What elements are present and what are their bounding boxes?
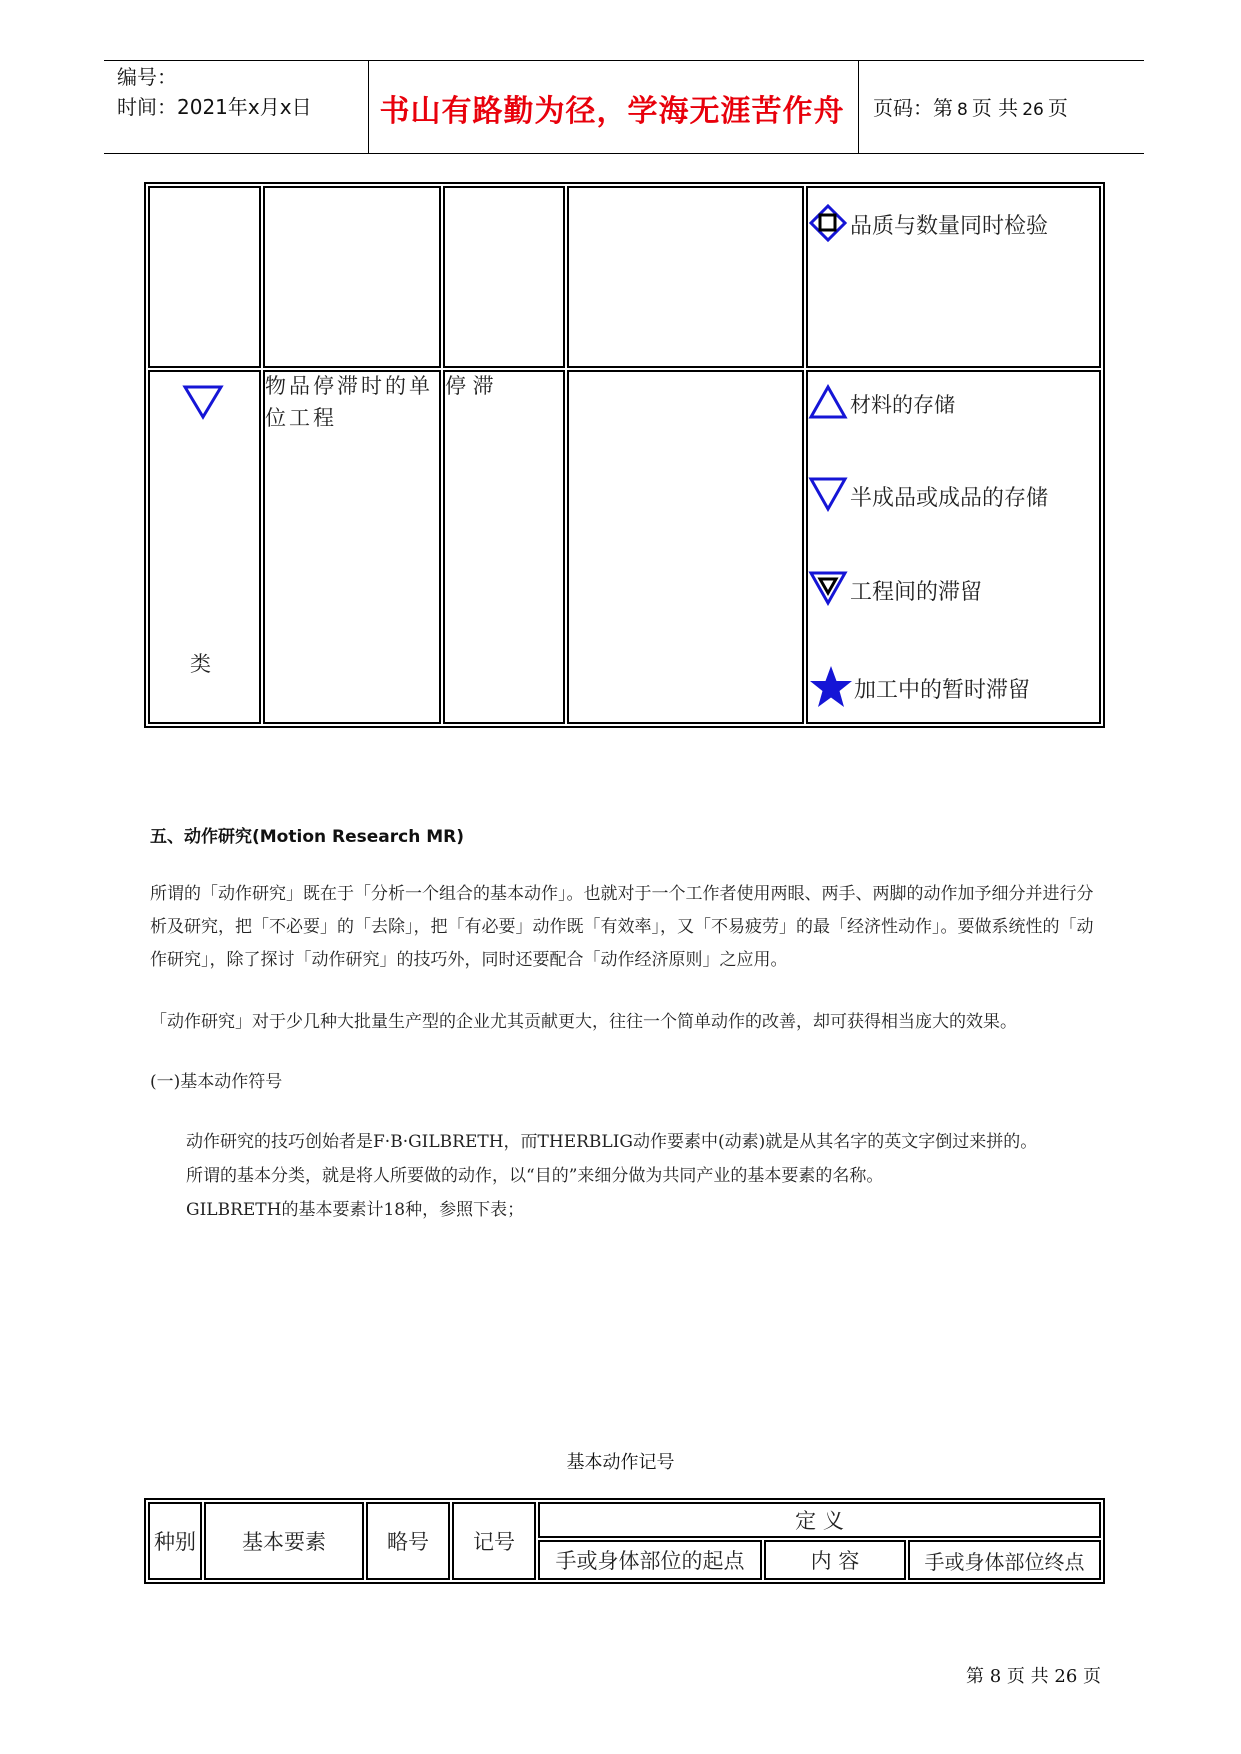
page-suffix: 页 [1047, 96, 1068, 120]
legend-label: 加工中的暂时滞留 [854, 677, 1031, 703]
t2-kind-header: 种别 [154, 1530, 196, 1554]
header-divider-right [858, 60, 859, 153]
star-icon [808, 664, 854, 712]
category-suffix: 类 [190, 652, 211, 676]
triangle-down-nested-icon [808, 570, 850, 610]
header-top-rule [104, 60, 1144, 61]
doc-number-label: 编号： [117, 65, 177, 89]
t1-r2-c4 [567, 370, 804, 724]
legend-material-storage [808, 384, 955, 424]
legend-quality-quantity [808, 204, 1048, 244]
table2-caption: 基本动作记号 [566, 1452, 675, 1473]
stagnation-definition: 物品停滞时的单位工程 [265, 374, 433, 430]
t2-start-header: 手或身体部位的起点 [555, 1549, 745, 1573]
legend-product-storage [808, 476, 1048, 516]
t2-element-header: 基本要素 [242, 1530, 326, 1554]
t2-end-header: 手或身体部位终点 [924, 1549, 1085, 1574]
page-prefix: 页码：第 [873, 96, 953, 120]
stagnation-name: 停 滞 [445, 374, 494, 398]
t1-r1-c4 [567, 186, 804, 368]
t2-definition-header: 定 义 [795, 1509, 844, 1533]
t2-content-header: 内 容 [810, 1549, 860, 1573]
header-page-indicator [873, 92, 1068, 121]
triangle-down-icon [182, 384, 224, 424]
legend-label: 工程间的滞留 [850, 579, 983, 605]
triangle-down-icon [808, 476, 850, 516]
paragraph-gilbreth-2: 所谓的基本分类，就是将人所要做的动作，以“目的”来细分做为共同产业的基本要素的名称。 [186, 1166, 884, 1186]
paragraph-gilbreth-3: GILBRETH的基本要素计18种，参照下表； [186, 1200, 525, 1220]
header-motto: 书山有路勤为径，学海无涯苦作舟 [379, 94, 845, 129]
t2-abbr-header: 略号 [387, 1530, 429, 1554]
t1-r1-c3 [443, 186, 565, 368]
sub-heading-basic-symbols: (一)基本动作符号 [150, 1072, 283, 1092]
legend-process-stagnation [808, 570, 982, 610]
t1-r2-c3 [443, 370, 565, 724]
paragraph-motion-study: 所谓的「动作研究」既在于「分析一个组合的基本动作」。也就对于一个工作者使用两眼、两手、两脚的动作加予细分并进行分析及研究，把「不必要」的「去除」，把「有必要」动作既「有效率」，又「不易疲劳」的最「经济性动作」。要做系统性的「动作研究」，除了探讨「动作研究」的技巧外，同时还要配合「动作经济原则」之应用。 [150, 884, 1094, 970]
header-meta [117, 62, 312, 122]
header-bottom-rule [104, 153, 1144, 154]
header-divider-left [368, 60, 369, 153]
paragraph-contribution: 「动作研究」对于少几种大批量生产型的企业尤其贡献更大，往往一个简单动作的改善，却可获得相当庞大的效果。 [150, 1012, 1017, 1032]
doc-time-label: 时间：2021年x月x日 [117, 95, 312, 119]
page-total: 26 [1022, 100, 1044, 120]
diamond-square-icon [808, 204, 850, 244]
paragraph-gilbreth-1: 动作研究的技巧创始者是F·B·GILBRETH，而THERBLIG动作要素中(动素)就是从其名字的英文字倒过来拼的。 [186, 1132, 1038, 1152]
t1-r1-c2 [263, 186, 441, 368]
page-current: 8 [957, 100, 968, 120]
t2-symbol-header: 记号 [473, 1530, 515, 1554]
t1-r1-c1 [148, 186, 261, 368]
legend-label: 半成品或成品的存储 [850, 485, 1049, 511]
triangle-up-icon [808, 384, 850, 424]
legend-temporary-stagnation [808, 664, 1030, 712]
page-footer: 第 8 页 共 26 页 [966, 1666, 1101, 1687]
page-mid: 页 共 [971, 96, 1019, 120]
legend-label: 品质与数量同时检验 [850, 213, 1049, 239]
legend-label: 材料的存储 [850, 393, 955, 417]
section-heading: 五、动作研究(Motion Research MR) [150, 827, 465, 847]
